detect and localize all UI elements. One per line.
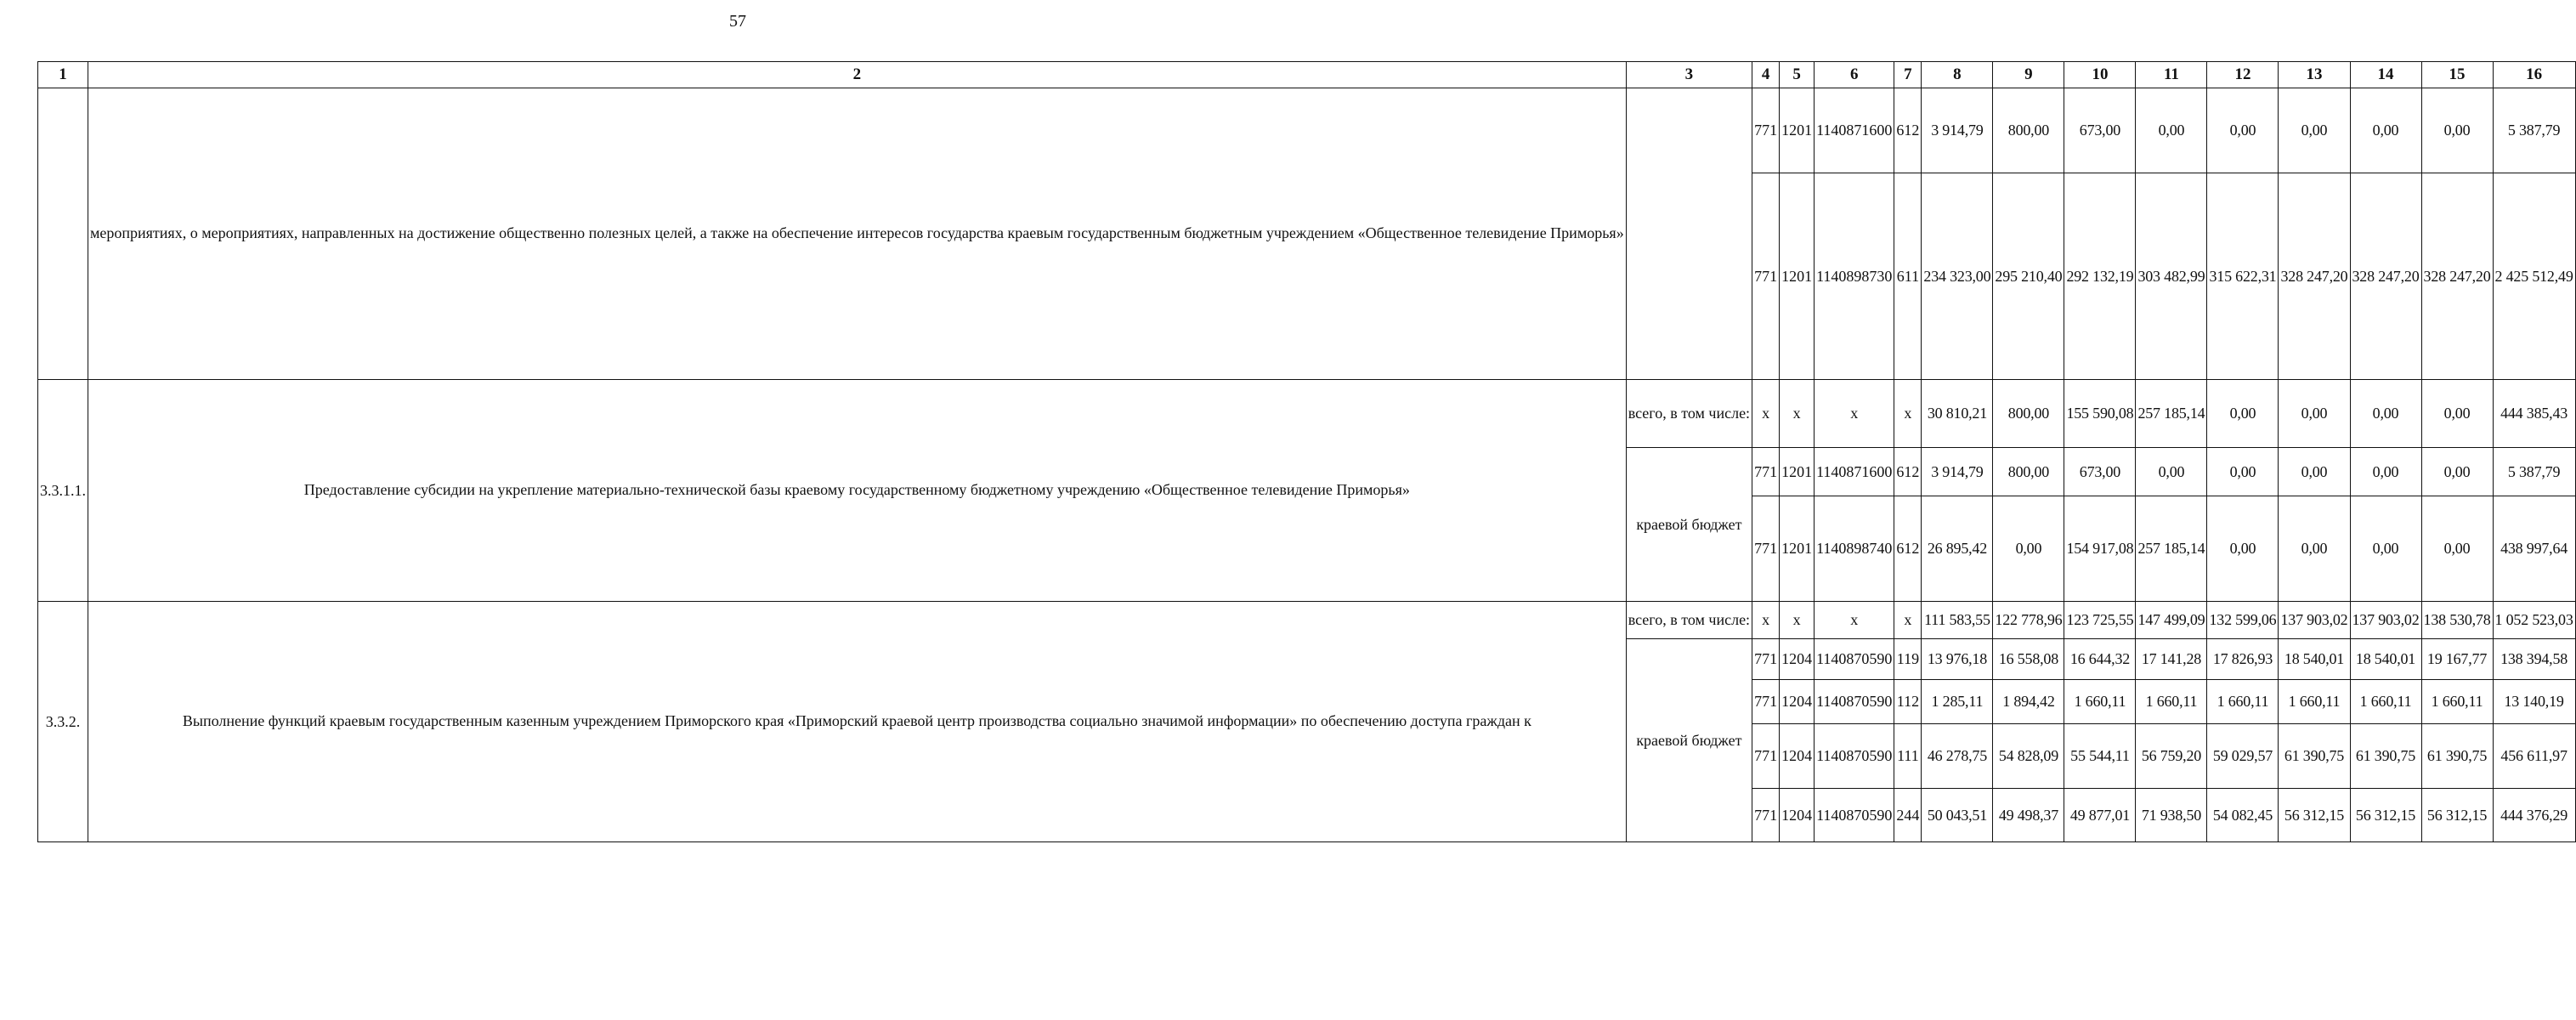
cell-col-12: 54 082,45 <box>2207 789 2279 842</box>
funding-source-total: всего, в том числе: <box>1626 380 1752 448</box>
funding-source <box>1626 88 1752 380</box>
column-header: 13 <box>2279 62 2350 88</box>
cell-col-10: 123 725,55 <box>2064 602 2136 639</box>
cell-col-12: 17 826,93 <box>2207 639 2279 680</box>
row-description: мероприятиях, о мероприятиях, направленных на достижение общественно полезных целей, а также на обеспечение интересов государства краевым государственным бюджетным учреждением «Общественное телевидение Приморья» <box>88 88 1627 380</box>
cell-col-16: 1 052 523,03 <box>2493 602 2575 639</box>
cell-col-13: 18 540,01 <box>2279 639 2350 680</box>
cell-col-16: 444 385,43 <box>2493 380 2575 448</box>
funding-source-total: всего, в том числе: <box>1626 602 1752 639</box>
cell-col-7: 244 <box>1894 789 1922 842</box>
cell-col-4: x <box>1752 380 1780 448</box>
row-description: Предоставление субсидии на укрепление материально-технической базы краевому государственному бюджетному учреждению «Общественное телевидение Приморья» <box>88 380 1627 602</box>
cell-col-8: 26 895,42 <box>1922 496 1993 602</box>
cell-col-5: 1204 <box>1780 789 1815 842</box>
cell-col-12: 0,00 <box>2207 88 2279 173</box>
cell-col-6: 1140870590 <box>1815 724 1894 789</box>
header-row <box>38 62 2576 88</box>
cell-col-8: 234 323,00 <box>1922 173 1993 380</box>
column-header: 15 <box>2421 62 2493 88</box>
table-row <box>38 380 2576 448</box>
row-description: Выполнение функций краевым государственным казенным учреждением Приморского края «Приморский краевой центр производства социально значимой информации» по обеспечению доступа граждан к <box>88 602 1627 842</box>
cell-col-6: x <box>1815 602 1894 639</box>
table-row <box>38 602 2576 639</box>
cell-col-4: 771 <box>1752 173 1780 380</box>
cell-col-7: 612 <box>1894 88 1922 173</box>
cell-col-6: x <box>1815 380 1894 448</box>
cell-col-9: 49 498,37 <box>1993 789 2064 842</box>
cell-col-10: 673,00 <box>2064 88 2136 173</box>
cell-col-14: 0,00 <box>2350 448 2421 496</box>
cell-col-11: 303 482,99 <box>2136 173 2207 380</box>
cell-col-13: 137 903,02 <box>2279 602 2350 639</box>
cell-col-8: 3 914,79 <box>1922 448 1993 496</box>
cell-col-12: 0,00 <box>2207 380 2279 448</box>
cell-col-12: 0,00 <box>2207 448 2279 496</box>
funding-source: краевой бюджет <box>1626 448 1752 602</box>
cell-col-13: 56 312,15 <box>2279 789 2350 842</box>
cell-col-5: 1201 <box>1780 496 1815 602</box>
cell-col-6: 1140870590 <box>1815 789 1894 842</box>
cell-col-6: 1140898740 <box>1815 496 1894 602</box>
cell-col-13: 0,00 <box>2279 496 2350 602</box>
cell-col-4: x <box>1752 602 1780 639</box>
cell-col-7: x <box>1894 602 1922 639</box>
cell-col-4: 771 <box>1752 724 1780 789</box>
row-index <box>38 88 88 380</box>
cell-col-13: 0,00 <box>2279 380 2350 448</box>
cell-col-4: 771 <box>1752 496 1780 602</box>
cell-col-14: 0,00 <box>2350 496 2421 602</box>
cell-col-9: 1 894,42 <box>1993 680 2064 724</box>
cell-col-10: 292 132,19 <box>2064 173 2136 380</box>
cell-col-16: 138 394,58 <box>2493 639 2575 680</box>
cell-col-14: 0,00 <box>2350 380 2421 448</box>
cell-col-15: 328 247,20 <box>2421 173 2493 380</box>
cell-col-13: 0,00 <box>2279 448 2350 496</box>
table-row <box>38 88 2576 173</box>
cell-col-5: 1204 <box>1780 724 1815 789</box>
cell-col-13: 328 247,20 <box>2279 173 2350 380</box>
column-header: 1 <box>38 62 88 88</box>
cell-col-6: 1140871600 <box>1815 448 1894 496</box>
cell-col-4: 771 <box>1752 448 1780 496</box>
cell-col-5: x <box>1780 602 1815 639</box>
cell-col-16: 13 140,19 <box>2493 680 2575 724</box>
cell-col-11: 257 185,14 <box>2136 496 2207 602</box>
cell-col-7: 112 <box>1894 680 1922 724</box>
cell-col-11: 0,00 <box>2136 88 2207 173</box>
column-header: 7 <box>1894 62 1922 88</box>
cell-col-7: 612 <box>1894 496 1922 602</box>
budget-table <box>37 61 2576 842</box>
cell-col-8: 46 278,75 <box>1922 724 1993 789</box>
cell-col-10: 1 660,11 <box>2064 680 2136 724</box>
cell-col-8: 50 043,51 <box>1922 789 1993 842</box>
cell-col-14: 0,00 <box>2350 88 2421 173</box>
cell-col-15: 0,00 <box>2421 380 2493 448</box>
cell-col-13: 0,00 <box>2279 88 2350 173</box>
cell-col-12: 1 660,11 <box>2207 680 2279 724</box>
cell-col-11: 257 185,14 <box>2136 380 2207 448</box>
cell-col-14: 1 660,11 <box>2350 680 2421 724</box>
cell-col-15: 0,00 <box>2421 88 2493 173</box>
cell-col-15: 0,00 <box>2421 496 2493 602</box>
cell-col-5: 1204 <box>1780 639 1815 680</box>
cell-col-8: 3 914,79 <box>1922 88 1993 173</box>
cell-col-11: 147 499,09 <box>2136 602 2207 639</box>
column-header: 8 <box>1922 62 1993 88</box>
cell-col-5: x <box>1780 380 1815 448</box>
cell-col-14: 18 540,01 <box>2350 639 2421 680</box>
funding-source: краевой бюджет <box>1626 639 1752 842</box>
cell-col-9: 16 558,08 <box>1993 639 2064 680</box>
cell-col-15: 61 390,75 <box>2421 724 2493 789</box>
cell-col-10: 673,00 <box>2064 448 2136 496</box>
cell-col-6: 1140870590 <box>1815 680 1894 724</box>
cell-col-11: 56 759,20 <box>2136 724 2207 789</box>
cell-col-5: 1201 <box>1780 448 1815 496</box>
cell-col-12: 315 622,31 <box>2207 173 2279 380</box>
page-number: 57 <box>729 12 746 31</box>
column-header: 3 <box>1626 62 1752 88</box>
cell-col-12: 59 029,57 <box>2207 724 2279 789</box>
cell-col-7: x <box>1894 380 1922 448</box>
cell-col-10: 49 877,01 <box>2064 789 2136 842</box>
cell-col-11: 17 141,28 <box>2136 639 2207 680</box>
column-header: 9 <box>1993 62 2064 88</box>
cell-col-5: 1204 <box>1780 680 1815 724</box>
cell-col-6: 1140898730 <box>1815 173 1894 380</box>
cell-col-9: 54 828,09 <box>1993 724 2064 789</box>
cell-col-9: 122 778,96 <box>1993 602 2064 639</box>
cell-col-12: 132 599,06 <box>2207 602 2279 639</box>
cell-col-15: 138 530,78 <box>2421 602 2493 639</box>
cell-col-4: 771 <box>1752 88 1780 173</box>
column-header: 5 <box>1780 62 1815 88</box>
cell-col-14: 61 390,75 <box>2350 724 2421 789</box>
cell-col-13: 1 660,11 <box>2279 680 2350 724</box>
cell-col-11: 1 660,11 <box>2136 680 2207 724</box>
cell-col-9: 0,00 <box>1993 496 2064 602</box>
column-header: 16 <box>2493 62 2575 88</box>
cell-col-16: 444 376,29 <box>2493 789 2575 842</box>
cell-col-10: 154 917,08 <box>2064 496 2136 602</box>
column-header: 11 <box>2136 62 2207 88</box>
cell-col-9: 800,00 <box>1993 88 2064 173</box>
cell-col-7: 611 <box>1894 173 1922 380</box>
row-index: 3.3.2. <box>38 602 88 842</box>
cell-col-14: 137 903,02 <box>2350 602 2421 639</box>
cell-col-16: 456 611,97 <box>2493 724 2575 789</box>
column-header: 2 <box>88 62 1627 88</box>
cell-col-10: 55 544,11 <box>2064 724 2136 789</box>
cell-col-5: 1201 <box>1780 88 1815 173</box>
cell-col-9: 295 210,40 <box>1993 173 2064 380</box>
cell-col-7: 612 <box>1894 448 1922 496</box>
cell-col-11: 0,00 <box>2136 448 2207 496</box>
cell-col-13: 61 390,75 <box>2279 724 2350 789</box>
cell-col-5: 1201 <box>1780 173 1815 380</box>
cell-col-7: 119 <box>1894 639 1922 680</box>
cell-col-8: 13 976,18 <box>1922 639 1993 680</box>
cell-col-14: 328 247,20 <box>2350 173 2421 380</box>
cell-col-15: 1 660,11 <box>2421 680 2493 724</box>
cell-col-10: 155 590,08 <box>2064 380 2136 448</box>
column-header: 14 <box>2350 62 2421 88</box>
cell-col-16: 2 425 512,49 <box>2493 173 2575 380</box>
cell-col-15: 19 167,77 <box>2421 639 2493 680</box>
column-header: 6 <box>1815 62 1894 88</box>
cell-col-15: 0,00 <box>2421 448 2493 496</box>
cell-col-11: 71 938,50 <box>2136 789 2207 842</box>
cell-col-6: 1140871600 <box>1815 88 1894 173</box>
cell-col-9: 800,00 <box>1993 448 2064 496</box>
cell-col-4: 771 <box>1752 789 1780 842</box>
column-header: 4 <box>1752 62 1780 88</box>
cell-col-16: 5 387,79 <box>2493 448 2575 496</box>
cell-col-16: 5 387,79 <box>2493 88 2575 173</box>
column-header: 12 <box>2207 62 2279 88</box>
cell-col-10: 16 644,32 <box>2064 639 2136 680</box>
cell-col-9: 800,00 <box>1993 380 2064 448</box>
cell-col-6: 1140870590 <box>1815 639 1894 680</box>
row-index: 3.3.1.1. <box>38 380 88 602</box>
cell-col-16: 438 997,64 <box>2493 496 2575 602</box>
cell-col-14: 56 312,15 <box>2350 789 2421 842</box>
cell-col-4: 771 <box>1752 680 1780 724</box>
cell-col-8: 30 810,21 <box>1922 380 1993 448</box>
cell-col-12: 0,00 <box>2207 496 2279 602</box>
cell-col-8: 1 285,11 <box>1922 680 1993 724</box>
cell-col-15: 56 312,15 <box>2421 789 2493 842</box>
cell-col-7: 111 <box>1894 724 1922 789</box>
column-header: 10 <box>2064 62 2136 88</box>
cell-col-8: 111 583,55 <box>1922 602 1993 639</box>
cell-col-4: 771 <box>1752 639 1780 680</box>
